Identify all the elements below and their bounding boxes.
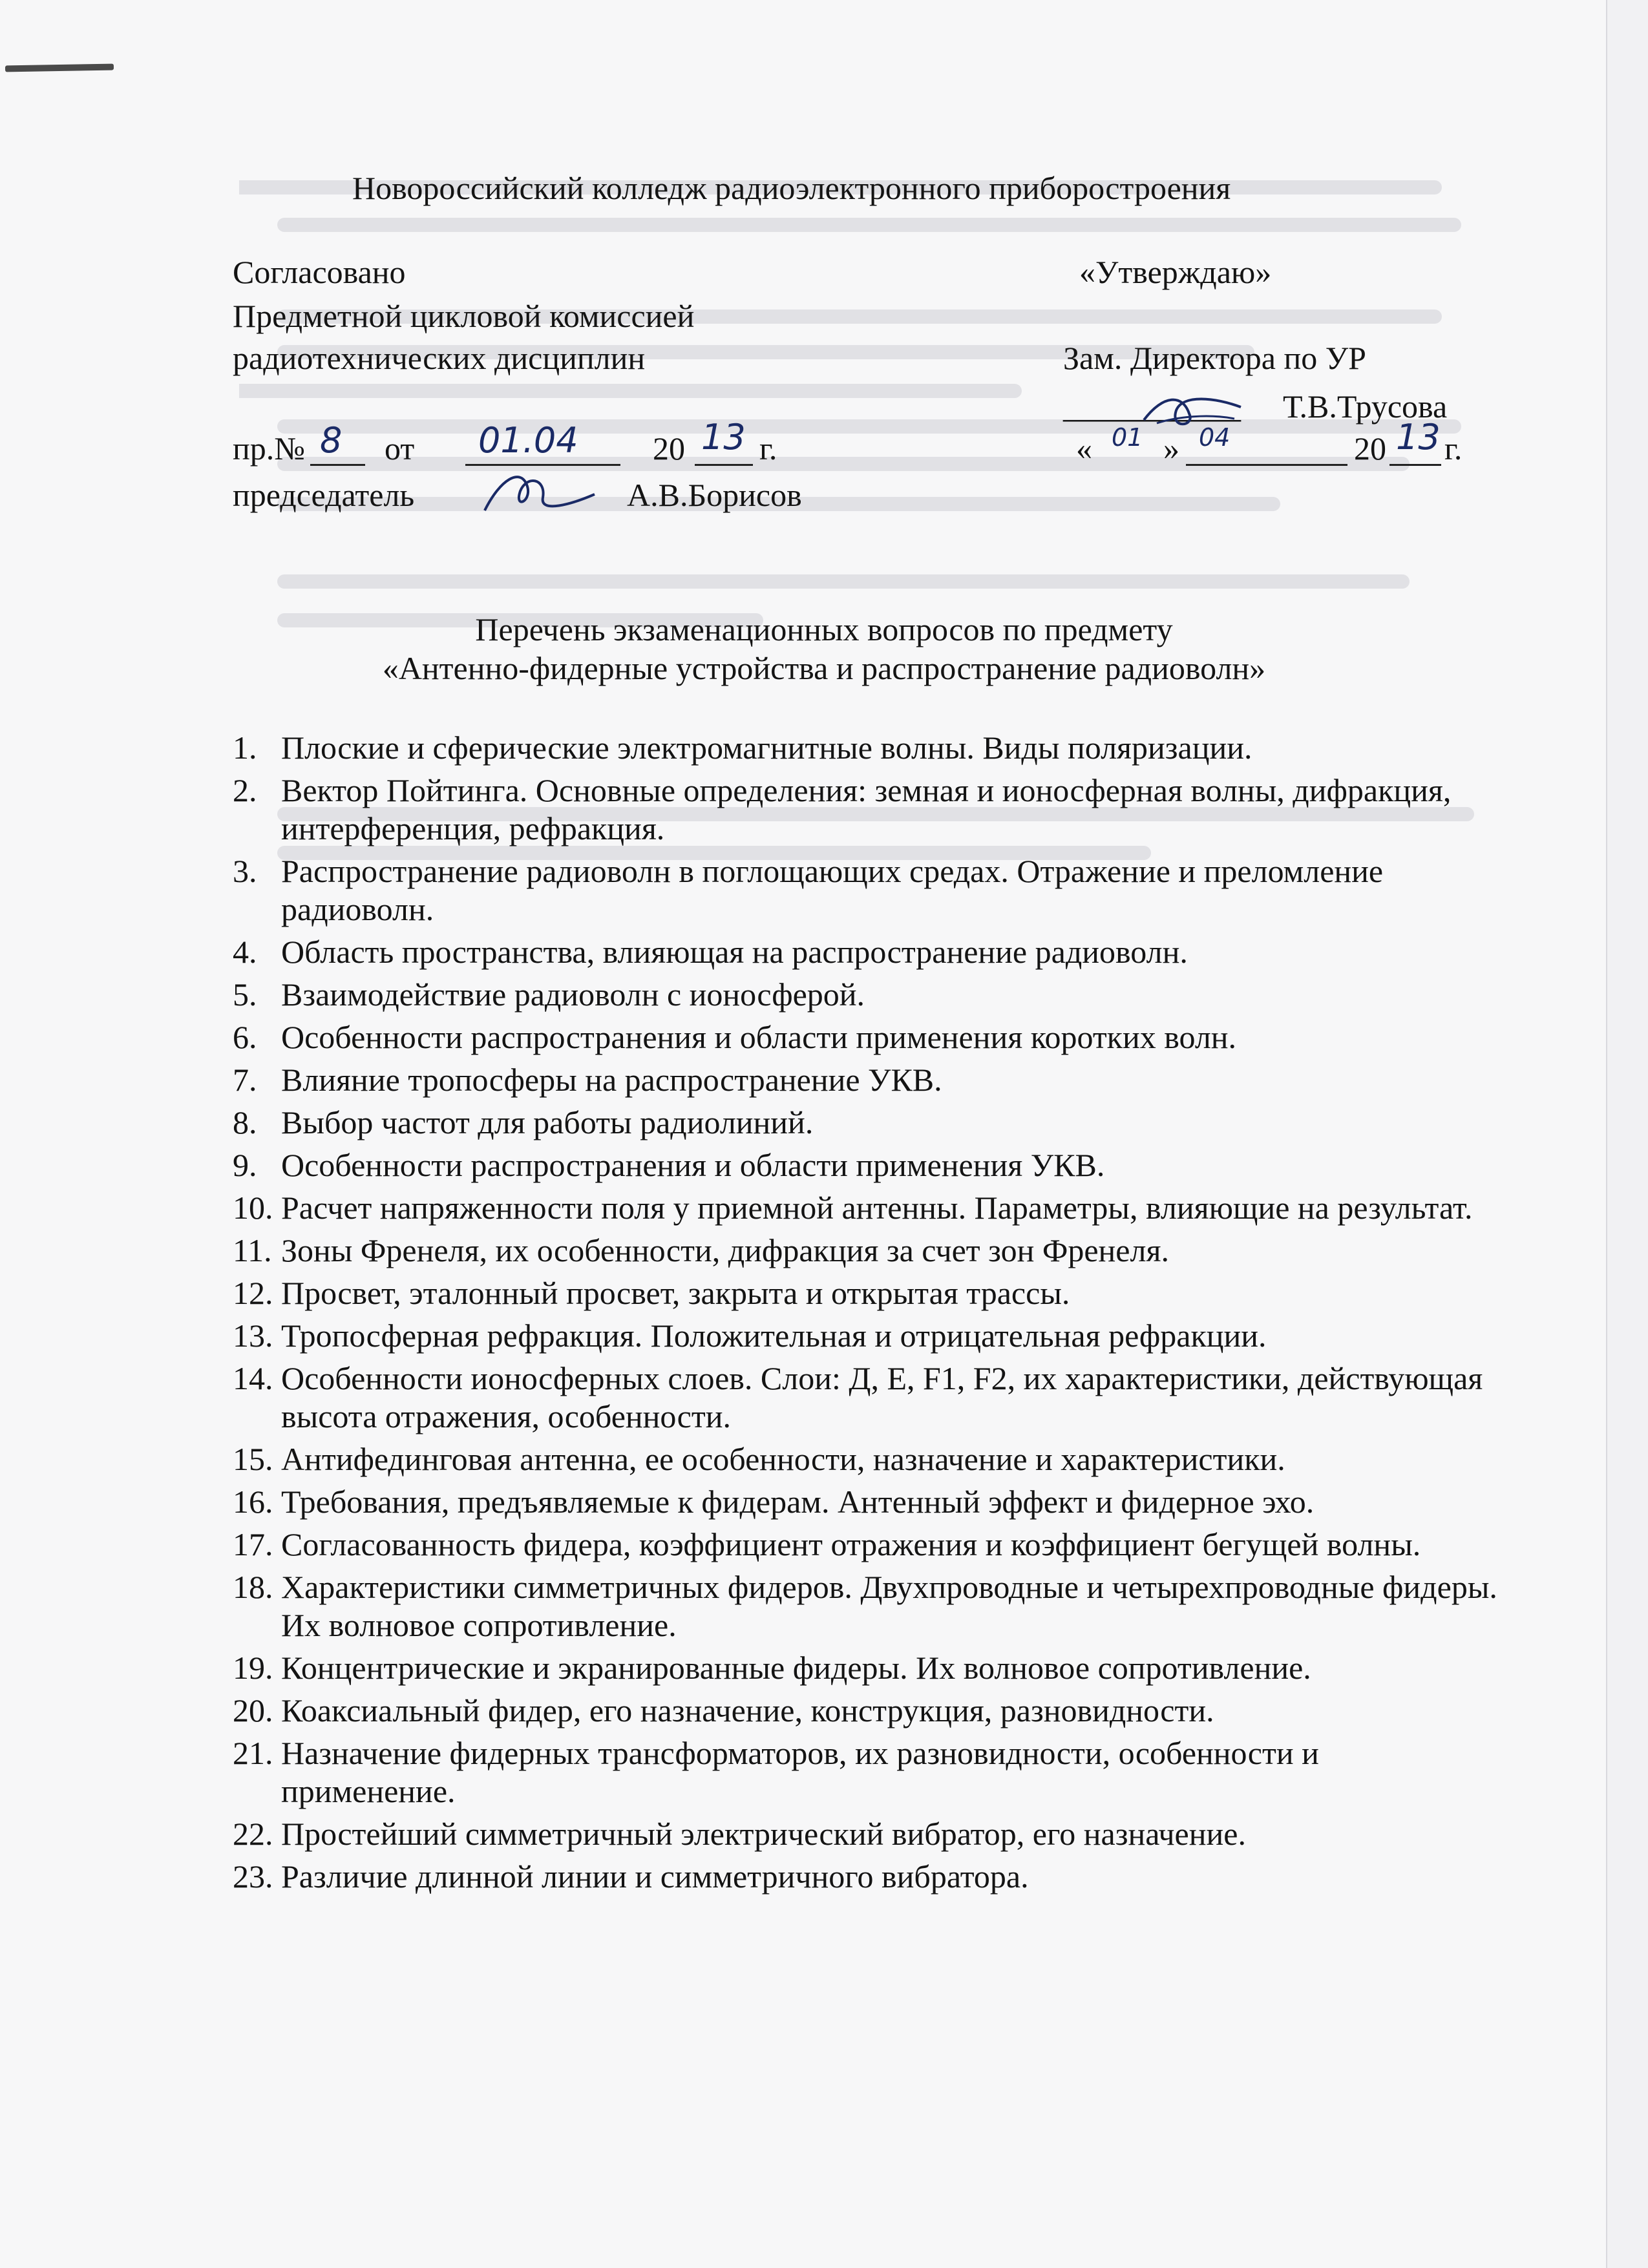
question-number: 2. (233, 772, 257, 808)
question-item (233, 1815, 1499, 1853)
approver-signature-line: ___________ (1063, 388, 1241, 425)
question-item (233, 1061, 1499, 1099)
subject-title: «Антенно-фидерные устройства и распространение радиоволн» (382, 650, 1266, 686)
approve-day: 01 (1112, 423, 1143, 452)
question-text: Коаксиальный фидер, его назначение, конструкция, разновидности. (281, 1692, 1214, 1728)
approve-year-suffix: 13 (1396, 417, 1441, 457)
question-number: 22. (233, 1816, 273, 1852)
question-item (233, 1483, 1499, 1521)
question-text: Согласованность фидера, коэффициент отражения и коэффициент бегущей волны. (281, 1526, 1421, 1562)
chair-label: председатель (233, 477, 415, 513)
approve-year-underline (1389, 464, 1441, 466)
question-text: Плоские и сферические электромагнитные волны. Виды поляризации. (281, 730, 1252, 766)
approve-month-underline (1186, 464, 1347, 466)
question-item (233, 1734, 1499, 1811)
question-number: 4. (233, 934, 257, 970)
question-number: 13. (233, 1318, 273, 1354)
question-list (233, 729, 1499, 1900)
commission-line-1: Предметной цикловой комиссией (233, 298, 695, 334)
chair-name: А.В.Борисов (627, 477, 802, 513)
question-text: Особенности распространения и области применения коротких волн. (281, 1019, 1237, 1055)
list-title: Перечень экзаменационных вопросов по предмету (475, 611, 1173, 647)
question-text: Характеристики симметричных фидеров. Двухпроводные и четырехпроводные фидеры. Их волновое сопротивление. (281, 1569, 1497, 1643)
question-number: 15. (233, 1441, 273, 1477)
question-item (233, 1692, 1499, 1730)
approve-quote-open: « (1076, 430, 1092, 467)
question-text: Расчет напряженности поля у приемной антенны. Параметры, влияющие на результат. (281, 1190, 1473, 1226)
question-item (233, 1568, 1499, 1644)
question-item (233, 729, 1499, 767)
question-number: 9. (233, 1147, 257, 1183)
protocol-number: 8 (320, 420, 343, 461)
chair-signature (475, 465, 604, 523)
question-text: Вектор Пойтинга. Основные определения: земная и ионосферная волны, дифракция, интерференция, рефракция. (281, 772, 1452, 846)
year-prefix: 20 (653, 430, 685, 467)
approve-month: 04 (1199, 423, 1231, 452)
approver-signature (1137, 388, 1247, 436)
question-text: Область пространства, влияющая на распространение радиоволн. (281, 934, 1188, 970)
year-suffix: 13 (701, 417, 746, 457)
question-text: Взаимодействие радиоволн с ионосферой. (281, 976, 865, 1013)
protocol-label: пр.№ (233, 430, 305, 467)
question-item (233, 852, 1499, 929)
approve-label: «Утверждаю» (1079, 254, 1272, 290)
question-item (233, 1858, 1499, 1896)
question-item (233, 1317, 1499, 1355)
commission-line-2: радиотехнических дисциплин (233, 340, 646, 376)
question-item (233, 976, 1499, 1014)
question-item (233, 1649, 1499, 1687)
year-unit: г. (759, 430, 777, 467)
question-text: Зоны Френеля, их особенности, дифракция за счет зон Френеля. (281, 1232, 1169, 1268)
question-number: 17. (233, 1526, 273, 1562)
question-text: Концентрические и экранированные фидеры. Их волновое сопротивление. (281, 1650, 1311, 1686)
question-number: 19. (233, 1650, 273, 1686)
question-number: 6. (233, 1019, 257, 1055)
question-item (233, 1146, 1499, 1184)
question-text: Выбор частот для работы радиолиний. (281, 1104, 814, 1140)
question-number: 11. (233, 1232, 272, 1268)
agreed-label: Согласовано (233, 254, 406, 290)
approve-year-unit: г. (1444, 430, 1463, 467)
question-number: 18. (233, 1569, 273, 1605)
deputy-position: Зам. Директора по УР (1063, 340, 1366, 376)
question-item (233, 1018, 1499, 1056)
question-number: 3. (233, 853, 257, 889)
question-text: Различие длинной линии и симметричного вибратора. (281, 1858, 1029, 1895)
question-number: 16. (233, 1484, 273, 1520)
question-number: 21. (233, 1735, 273, 1771)
question-number: 20. (233, 1692, 273, 1728)
question-item (233, 1526, 1499, 1564)
question-text: Требования, предъявляемые к фидерам. Антенный эффект и фидерное эхо. (281, 1484, 1315, 1520)
question-text: Особенности распространения и области применения УКВ. (281, 1147, 1105, 1183)
approve-year-prefix: 20 (1354, 430, 1386, 467)
question-text: Особенности ионосферных слоев. Слои: Д, Е, F1, F2, их характеристики, действующая высота отражения, особенности. (281, 1360, 1483, 1434)
approver-name: Т.В.Трусова (1283, 388, 1448, 425)
question-item (233, 1104, 1499, 1142)
question-number: 7. (233, 1062, 257, 1098)
question-item (233, 1360, 1499, 1436)
year-underline (695, 464, 753, 466)
college-name: Новороссийский колледж радиоэлектронного приборостроения (352, 170, 1231, 206)
question-number: 14. (233, 1360, 273, 1396)
question-number: 12. (233, 1275, 273, 1311)
approve-quote-close: » (1163, 430, 1179, 467)
question-text: Влияние тропосферы на распространение УКВ. (281, 1062, 942, 1098)
question-item (233, 772, 1499, 848)
from-label: от (385, 430, 415, 467)
question-item (233, 933, 1499, 971)
question-number: 5. (233, 976, 257, 1013)
protocol-number-underline (310, 464, 365, 466)
question-item (233, 1440, 1499, 1478)
question-item (233, 1232, 1499, 1270)
protocol-date: 01.04 (478, 420, 578, 461)
question-text: Тропосферная рефракция. Положительная и отрицательная рефракции. (281, 1318, 1267, 1354)
question-text: Просвет, эталонный просвет, закрыта и открытая трассы. (281, 1275, 1070, 1311)
question-number: 8. (233, 1104, 257, 1140)
question-text: Простейший симметричный электрический вибратор, его назначение. (281, 1816, 1246, 1852)
question-text: Антифединговая антенна, ее особенности, назначение и характеристики. (281, 1441, 1285, 1477)
question-item (233, 1189, 1499, 1227)
question-text: Распространение радиоволн в поглощающих средах. Отражение и преломление радиоволн. (281, 853, 1384, 927)
question-text: Назначение фидерных трансформаторов, их разновидности, особенности и применение. (281, 1735, 1319, 1809)
question-number: 23. (233, 1858, 273, 1895)
question-number: 10. (233, 1190, 273, 1226)
question-item (233, 1274, 1499, 1312)
question-number: 1. (233, 730, 257, 766)
